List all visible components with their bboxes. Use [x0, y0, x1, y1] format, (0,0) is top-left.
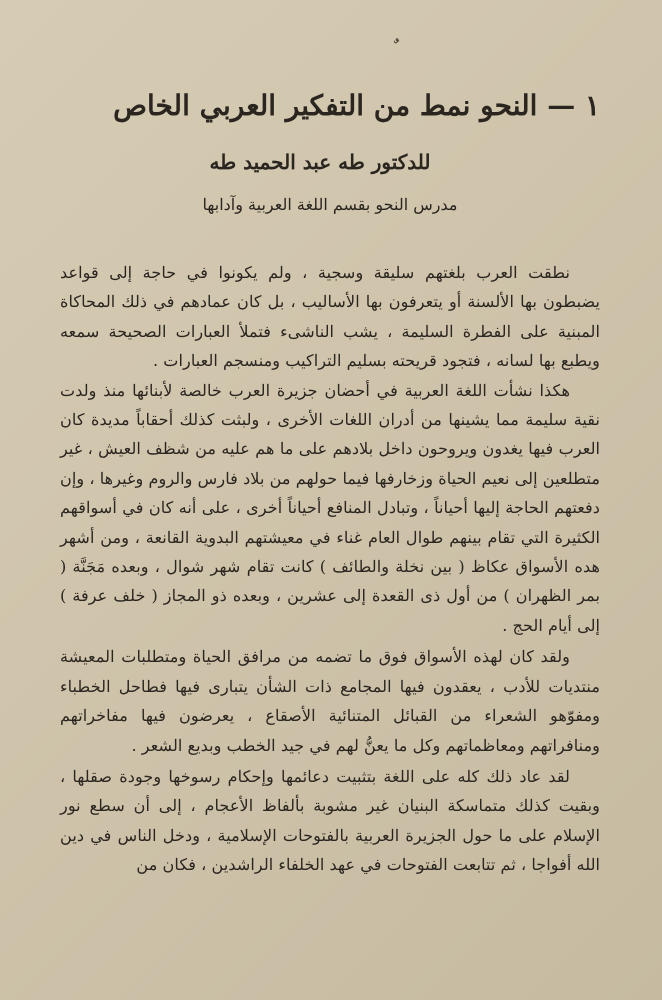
paragraph-3: ولقد كان لهذه الأسواق فوق ما تضمه من مرافق الحياة ومتطلبات المعيشة منتديات للأدب ، يعقدون فيها المجامع ذات الشأن يتبارى فيها فطاحل الخطباء ومفوّهو الشعراء من القبائل المتنائية الأصقاع ، يعرضون فيها مفاخراتهم ومنافراتهم ومعاظماتهم وكل ما يعنُّ لهم في جيد الخطب وبديع الشعر .: [60, 647, 600, 755]
paragraph-1: نطقت العرب بلغتهم سليقة وسجية ، ولم يكونوا في حاجة إلى قواعد يضبطون بها الألسنة أو يتعرفون بها الأساليب ، بل كان عمادهم في ذلك المحاكاة المبنية على الفطرة السليمة ، يشب الناشىء فتملأ العبارات الصحيحة سمعه ويطبع بها لسانه ، فتجود قريحته بسليم التراكيب ومنسجم العبارات .: [60, 263, 600, 371]
paragraph-4: لقد عاد ذلك كله على اللغة بتثبيت دعائمها وإحكام رسوخها وجودة صقلها ، وبقيت كذلك متماسكة البنيان غير مشوبة بألفاظ الأعجام ، إلى أن سطع نور الإسلام على ما حول الجزيرة العربية بالفتوحات الإسلامية ، ودخل الناس في دين الله أفواجا ، ثم تتابعت الفتوحات في عهد الخلفاء الراشدين ، فكان من: [60, 766, 600, 875]
article-body: [60, 258, 600, 880]
article-title: ١ — النحو نمط من التفكير العربي الخاص: [113, 89, 600, 122]
paragraph-2: هكذا نشأت اللغة العربية في أحضان جزيرة العرب خالصة لأبنائها منذ ولدت نقية سليمة مما يشينها من أدران اللغات الأخرى ، ولبثت كذلك أحقاباً مديدة كان العرب فيها يغدون ويروحون داخل بلادهم على ما هم عليه من شظف العيش ، غير متطلعين إلى نعيم الحياة وزخارفها فيما حولهم من بلاد فارس والروم وغيرها ، وإن دفعتهم الحاجة إليها أحياناً ، وتبادل المنافع أحياناً أخرى ، على أنه كان في أسواقهم الكثيرة التي تقام بينهم طوال العام غناء في معيشتهم البدوية القانعة ، ومن أشهر هده الأسواق عكاظ ( بين نخلة والطائف ) كانت تقام شهر شوال ، وبعده مَجَنَّة ( بمر الظهران ) من أول ذى القعدة إلى عشرين ، وبعده ذو المجاز ( خلف عرفة ) إلى أيام الحج .: [60, 380, 600, 635]
author-line: للدكتور طه عبد الحميد طه: [209, 150, 431, 174]
author-position: مدرس النحو بقسم اللغة العربية وآدابها: [202, 195, 458, 214]
